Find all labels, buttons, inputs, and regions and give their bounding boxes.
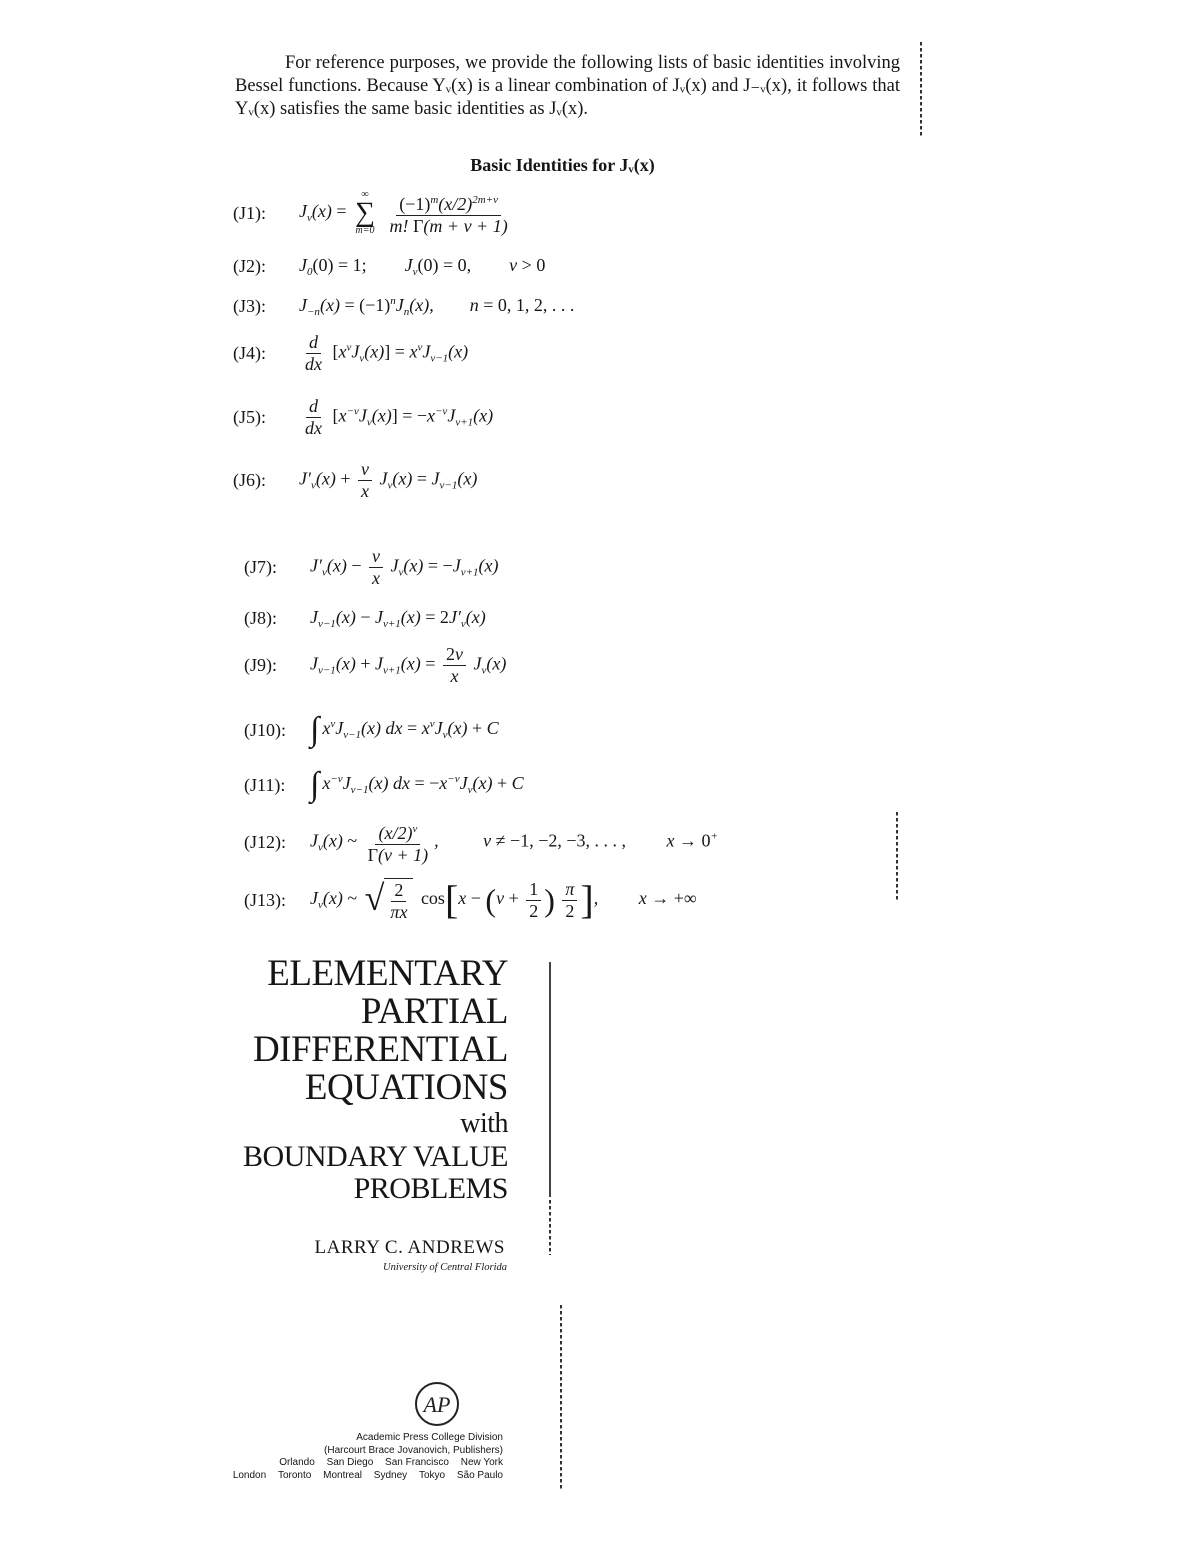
author-affiliation: University of Central Florida [383, 1262, 507, 1273]
identity-formula: $J_{-n}(x) = (-1)^nJ_n(x)$, n = 0, 1, 2, . . . [299, 295, 575, 318]
identity-formula: $J_\nu(x)$ = ∞ ∑ m=0 $\frac{(-1)^m(x/2)^{2m+\nu}}{m! \Gamma(m + \nu + 1)}$ [299, 189, 508, 236]
identity-j10 [244, 711, 499, 748]
identity-formula: $\frac{d}{dx}$ $[x^\nu J_\nu(x)] = x^\nu J_{\nu-1}(x)$ [305, 332, 469, 374]
book-title [205, 955, 508, 1205]
identity-formula: $\frac{d}{dx}$ $[x^{-\nu}J_\nu(x)] = -x^{-\nu}J_{\nu+1}(x)$ [305, 396, 494, 438]
identity-formula: $J_{\nu-1}(x) - J_{\nu+1}(x) = 2J'_\nu(x)$ [310, 607, 486, 630]
identity-formula: ∫ $x^\nu J_{\nu-1}(x)$ dx = $x^\nu J_\nu(x) + C$ [310, 711, 499, 748]
identity-label: (J1): [233, 202, 266, 223]
identity-formula: $J_0(0) = 1$; $J_\nu(0) = 0$, ν > 0 [299, 255, 546, 278]
identity-j1 [233, 190, 514, 236]
intro-paragraph [235, 52, 900, 121]
identity-formula: $J'_\nu(x)$ − $\frac{\nu}{x}$ $J_\nu(x) = -J_{\nu+1}(x)$ [310, 546, 499, 588]
title-with: with [460, 1108, 508, 1139]
identity-label: (J13): [244, 889, 286, 910]
city: London [232, 1469, 267, 1481]
author-name: LARRY C. ANDREWS [314, 1237, 505, 1258]
city: New York [460, 1457, 503, 1468]
identity-label: (J6): [233, 470, 266, 490]
city: São Paulo [456, 1469, 503, 1481]
identity-j4 [233, 333, 468, 374]
publisher-line: (Harcourt Brace Jovanovich, Publishers) [324, 1444, 503, 1456]
scan-margin-mark [560, 1305, 562, 1490]
scan-margin-mark [920, 42, 922, 137]
publisher-info [160, 1432, 503, 1482]
scan-margin-mark [549, 1200, 551, 1255]
identity-label: (J2): [233, 256, 266, 276]
identity-j12 [244, 820, 718, 865]
identity-j8 [244, 607, 486, 630]
title-line: PARTIAL [360, 991, 508, 1032]
identity-label: (J11): [244, 774, 286, 795]
identity-j13 [244, 878, 697, 922]
identity-j3 [233, 295, 574, 318]
title-line: DIFFERENTIAL [252, 1029, 508, 1070]
city: Montreal [323, 1469, 363, 1481]
city: Toronto [277, 1469, 312, 1481]
publisher-line: Academic Press College Division [356, 1432, 503, 1443]
identity-label: (J12): [244, 832, 286, 852]
city: Tokyo [418, 1469, 446, 1481]
publisher-cities-row-2 [160, 1470, 503, 1483]
identity-label: (J4): [233, 343, 266, 363]
identity-formula: $J'_\nu(x)$ + $\frac{\nu}{x}$ $J_\nu(x) = J_{\nu-1}(x)$ [299, 459, 478, 501]
city: Sydney [373, 1469, 408, 1481]
identity-j2 [233, 255, 545, 278]
city: San Diego [326, 1457, 374, 1468]
identity-j11 [244, 766, 524, 803]
identity-formula: $J_{\nu-1}(x) + J_{\nu+1}(x)$ = $\frac{2\nu}{x}$ $J_\nu(x)$ [310, 644, 507, 686]
publisher-cities-row-1 [160, 1457, 503, 1470]
identity-label: (J10): [244, 719, 286, 740]
identities-heading: Basic Identities for Jᵥ(x) [470, 155, 655, 175]
identity-j5 [233, 397, 493, 438]
identity-j6 [233, 460, 477, 501]
identity-j7 [244, 547, 499, 588]
identity-j9 [244, 645, 506, 686]
publisher-logo-icon [413, 1380, 461, 1428]
subtitle-line: PROBLEMS [353, 1172, 508, 1205]
identity-label: (J3): [233, 296, 266, 316]
intro-text: For reference purposes, we provide the following lists of basic identities involving Bessel functions. Because Yᵥ(x) is a linear combination of Jᵥ(x) and J₋ᵥ(x), it follows that Yᵥ(x) satisfies the same basic identities as Jᵥ(x). [235, 53, 900, 119]
identity-formula: $J_\nu(x)$ ~ √ $\frac{2}{\pi x}$ cos[x − (ν + $\frac{1}{2}$ ) $\frac{\pi}{2}$ ], x → +∞ [310, 877, 697, 922]
identity-label: (J8): [244, 608, 277, 628]
title-line: EQUATIONS [304, 1067, 508, 1108]
title-line: ELEMENTARY [267, 953, 508, 994]
subtitle-line: BOUNDARY VALUE [243, 1140, 508, 1173]
city: Orlando [279, 1457, 315, 1468]
logo-text: AP [423, 1392, 451, 1417]
identity-label: (J5): [233, 407, 266, 427]
scan-margin-mark [896, 812, 898, 902]
identity-label: (J9): [244, 655, 277, 675]
scan-margin-rule [549, 962, 551, 1197]
identity-formula: ∫ $x^{-\nu}J_{\nu-1}(x)$ dx = $-x^{-\nu}J_\nu(x) + C$ [310, 766, 524, 803]
city: San Francisco [385, 1457, 449, 1468]
identity-formula: $J_\nu(x)$ ~ $\frac{(x/2)^\nu}{\Gamma(\nu + 1)}$ , ν ≠ −1, −2, −3, . . . , x → 0+ [310, 820, 718, 865]
identity-label: (J7): [244, 557, 277, 577]
